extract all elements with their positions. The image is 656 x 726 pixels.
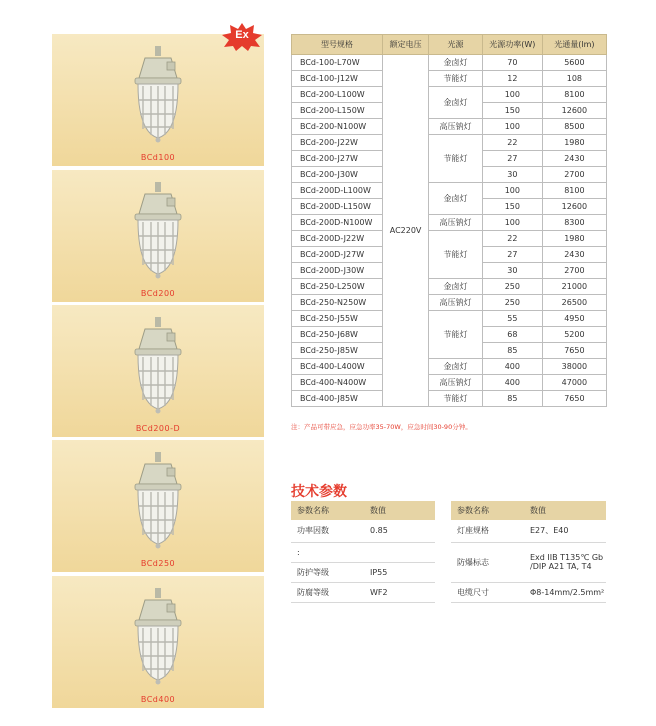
param-name-header: 参数名称: [291, 501, 364, 520]
flux-cell: 2700: [542, 167, 606, 183]
param-value-cell: 0.85: [364, 520, 435, 542]
flux-cell: 12600: [542, 199, 606, 215]
power-cell: 85: [482, 391, 542, 407]
table-row: [451, 542, 606, 582]
product-caption: BCd250: [140, 559, 176, 568]
product-card: [52, 170, 264, 302]
light-source-cell: 金卤灯: [429, 183, 483, 215]
param-value-cell: WF2: [364, 582, 435, 602]
model-cell: BCd-200-L100W: [292, 87, 383, 103]
power-cell: 250: [482, 279, 542, 295]
power-cell: 85: [482, 343, 542, 359]
product-card: [52, 34, 264, 166]
lamp-image: [123, 180, 193, 285]
tech-params-title: 技术参数: [291, 484, 347, 500]
power-cell: 55: [482, 311, 542, 327]
light-source-cell: 金卤灯: [429, 55, 483, 71]
model-cell: BCd-250-J68W: [292, 327, 383, 343]
light-source-cell: 节能灯: [429, 391, 483, 407]
table-row: [292, 119, 607, 135]
param-name-cell: 功率因数: [291, 520, 364, 542]
table-row: [292, 87, 607, 103]
model-cell: BCd-200D-J27W: [292, 247, 383, 263]
model-cell: BCd-400-N400W: [292, 375, 383, 391]
table-row: [292, 375, 607, 391]
flux-cell: 7650: [542, 391, 606, 407]
light-source-cell: 金卤灯: [429, 279, 483, 295]
flux-cell: 38000: [542, 359, 606, 375]
model-cell: BCd-400-L400W: [292, 359, 383, 375]
power-cell: 22: [482, 135, 542, 151]
power-cell: 250: [482, 295, 542, 311]
power-cell: 12: [482, 71, 542, 87]
param-name-cell: 灯座规格: [451, 520, 524, 542]
power-cell: 27: [482, 151, 542, 167]
tech-params-table-left: [291, 501, 435, 603]
spec-header-cell: 型号规格: [292, 35, 383, 55]
param-name-cell: 防爆标志: [451, 542, 524, 582]
flux-cell: 8100: [542, 87, 606, 103]
flux-cell: 2700: [542, 263, 606, 279]
table-row: [291, 582, 435, 602]
param-name-cell: :: [291, 542, 364, 562]
model-cell: BCd-200D-J30W: [292, 263, 383, 279]
model-cell: BCd-200-J22W: [292, 135, 383, 151]
power-cell: 100: [482, 119, 542, 135]
power-cell: 30: [482, 263, 542, 279]
table-row: [292, 231, 607, 247]
power-cell: 400: [482, 375, 542, 391]
lamp-image: [123, 315, 193, 420]
table-row: [292, 55, 607, 71]
light-source-cell: 节能灯: [429, 71, 483, 87]
table-row: [291, 562, 435, 582]
lamp-image: [123, 450, 193, 555]
power-cell: 70: [482, 55, 542, 71]
model-cell: BCd-250-J85W: [292, 343, 383, 359]
ex-badge: [222, 23, 262, 51]
table-row: [292, 391, 607, 407]
param-value-cell: Exd IIB T135℃ Gb /DIP A21 TA, T4: [524, 542, 606, 582]
model-cell: BCd-100-J12W: [292, 71, 383, 87]
model-cell: BCd-250-N250W: [292, 295, 383, 311]
flux-cell: 1980: [542, 135, 606, 151]
model-cell: BCd-200-J30W: [292, 167, 383, 183]
light-source-cell: 金卤灯: [429, 359, 483, 375]
table-row: [292, 295, 607, 311]
model-cell: BCd-250-J55W: [292, 311, 383, 327]
spec-table-header: [292, 35, 607, 55]
product-card: [52, 305, 264, 437]
table-row: [292, 279, 607, 295]
flux-cell: 2430: [542, 151, 606, 167]
spec-header-cell: 光源: [429, 35, 483, 55]
model-cell: BCd-200D-L100W: [292, 183, 383, 199]
light-source-cell: 节能灯: [429, 135, 483, 183]
product-caption: BCd200: [140, 289, 176, 298]
flux-cell: 1980: [542, 231, 606, 247]
spec-header-cell: 额定电压: [383, 35, 429, 55]
model-cell: BCd-400-J85W: [292, 391, 383, 407]
table-row: [292, 183, 607, 199]
power-cell: 400: [482, 359, 542, 375]
spec-header-cell: 光源功率(W): [482, 35, 542, 55]
spec-header-cell: 光通量(lm): [542, 35, 606, 55]
param-name-header: 参数名称: [451, 501, 524, 520]
model-cell: BCd-200D-N100W: [292, 215, 383, 231]
light-source-cell: 高压钠灯: [429, 215, 483, 231]
flux-cell: 5200: [542, 327, 606, 343]
flux-cell: 26500: [542, 295, 606, 311]
flux-cell: 8300: [542, 215, 606, 231]
table-row: [291, 520, 435, 542]
table-row: [292, 311, 607, 327]
table-row: [291, 542, 435, 562]
power-cell: 30: [482, 167, 542, 183]
param-value-cell: IP55: [364, 562, 435, 582]
flux-cell: 4950: [542, 311, 606, 327]
param-name-cell: 防腐等级: [291, 582, 364, 602]
product-caption: BCd200-D: [135, 424, 181, 433]
model-cell: BCd-100-L70W: [292, 55, 383, 71]
power-cell: 27: [482, 247, 542, 263]
param-name-cell: 电缆尺寸: [451, 582, 524, 602]
voltage-cell: AC220V: [383, 55, 429, 407]
light-source-cell: 节能灯: [429, 311, 483, 359]
power-cell: 150: [482, 199, 542, 215]
flux-cell: 2430: [542, 247, 606, 263]
light-source-cell: 高压钠灯: [429, 375, 483, 391]
product-card: [52, 440, 264, 572]
model-cell: BCd-200-J27W: [292, 151, 383, 167]
table-row: [292, 135, 607, 151]
model-cell: BCd-250-L250W: [292, 279, 383, 295]
flux-cell: 47000: [542, 375, 606, 391]
flux-cell: 12600: [542, 103, 606, 119]
light-source-cell: 高压钠灯: [429, 295, 483, 311]
table-row: [451, 520, 606, 542]
table-row: [451, 582, 606, 602]
light-source-cell: 金卤灯: [429, 87, 483, 119]
table-row: [292, 71, 607, 87]
model-cell: BCd-200-L150W: [292, 103, 383, 119]
table-row: [292, 359, 607, 375]
param-value-cell: [364, 542, 435, 562]
light-source-cell: 节能灯: [429, 231, 483, 279]
product-card: [52, 576, 264, 708]
flux-cell: 21000: [542, 279, 606, 295]
flux-cell: 8100: [542, 183, 606, 199]
flux-cell: 5600: [542, 55, 606, 71]
tech-params-table-right: [451, 501, 606, 603]
flux-cell: 108: [542, 71, 606, 87]
product-caption: BCd400: [140, 695, 176, 704]
product-caption: BCd100: [140, 153, 176, 162]
power-cell: 68: [482, 327, 542, 343]
model-cell: BCd-200D-J22W: [292, 231, 383, 247]
flux-cell: 7650: [542, 343, 606, 359]
table-row: [292, 215, 607, 231]
spec-table: [291, 34, 607, 407]
power-cell: 22: [482, 231, 542, 247]
light-source-cell: 高压钠灯: [429, 119, 483, 135]
param-value-cell: Φ8-14mm/2.5mm²: [524, 582, 606, 602]
power-cell: 100: [482, 183, 542, 199]
power-cell: 100: [482, 87, 542, 103]
ex-badge-label: Ex: [235, 29, 249, 41]
lamp-image: [123, 586, 193, 691]
power-cell: 100: [482, 215, 542, 231]
param-value-header: 数值: [364, 501, 435, 520]
lamp-image: [123, 44, 193, 149]
model-cell: BCd-200-N100W: [292, 119, 383, 135]
power-cell: 150: [482, 103, 542, 119]
param-value-header: 数值: [524, 501, 606, 520]
param-value-cell: E27、E40: [524, 520, 606, 542]
flux-cell: 8500: [542, 119, 606, 135]
model-cell: BCd-200D-L150W: [292, 199, 383, 215]
emergency-note: 注：产品可带应急，应急功率35-70W，应急时间30-90分钟。: [291, 423, 472, 431]
param-name-cell: 防护等级: [291, 562, 364, 582]
